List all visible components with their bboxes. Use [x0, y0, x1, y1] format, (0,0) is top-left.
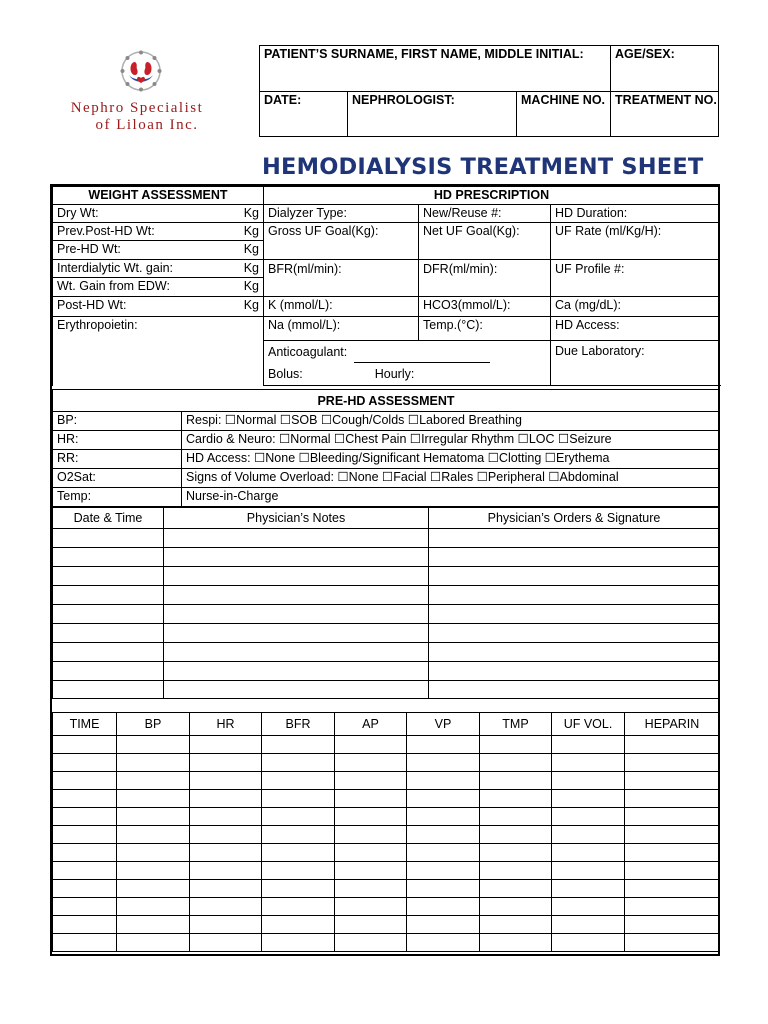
notes-cell[interactable]: [53, 605, 164, 624]
notes-cell[interactable]: [429, 529, 720, 548]
monitoring-cell[interactable]: [407, 880, 480, 898]
monitoring-cell[interactable]: [335, 808, 407, 826]
patient-name-field[interactable]: PATIENT’S SURNAME, FIRST NAME, MIDDLE INITIAL:: [260, 46, 611, 92]
monitoring-cell[interactable]: [552, 826, 625, 844]
monitoring-cell[interactable]: [335, 754, 407, 772]
notes-cell[interactable]: [164, 662, 429, 681]
notes-cell[interactable]: [53, 624, 164, 643]
monitoring-cell[interactable]: [117, 772, 190, 790]
uf-profile-field[interactable]: UF Profile #:: [551, 260, 720, 297]
nephrologist-field[interactable]: NEPHROLOGIST:: [348, 92, 517, 137]
monitoring-row: [53, 862, 720, 880]
notes-cell[interactable]: [429, 681, 720, 699]
monitoring-cell[interactable]: [53, 826, 117, 844]
notes-row: [53, 567, 720, 586]
monitoring-cell[interactable]: [53, 880, 117, 898]
monitoring-cell[interactable]: [407, 862, 480, 880]
monitoring-cell[interactable]: [117, 862, 190, 880]
monitoring-cell[interactable]: [625, 790, 720, 808]
monitoring-cell[interactable]: [262, 808, 335, 826]
monitoring-cell[interactable]: [407, 916, 480, 934]
monitoring-cell[interactable]: [625, 754, 720, 772]
monitoring-cell[interactable]: [407, 736, 480, 754]
monitoring-col-header: BFR: [262, 713, 335, 736]
monitoring-cell[interactable]: [480, 844, 552, 862]
notes-cell[interactable]: [164, 643, 429, 662]
monitoring-cell[interactable]: [117, 826, 190, 844]
monitoring-cell[interactable]: [552, 772, 625, 790]
monitoring-cell[interactable]: [190, 862, 262, 880]
bfr-field[interactable]: BFR(ml/min):: [264, 260, 419, 297]
notes-cell[interactable]: [164, 681, 429, 699]
notes-cell[interactable]: [53, 643, 164, 662]
monitoring-cell[interactable]: [190, 754, 262, 772]
monitoring-row: [53, 754, 720, 772]
monitoring-cell[interactable]: [53, 916, 117, 934]
monitoring-row: [53, 772, 720, 790]
monitoring-cell[interactable]: [190, 898, 262, 916]
monitoring-cell[interactable]: [53, 754, 117, 772]
monitoring-cell[interactable]: [262, 934, 335, 952]
age-sex-field[interactable]: AGE/SEX:: [611, 46, 719, 92]
monitoring-cell[interactable]: [407, 934, 480, 952]
notes-cell[interactable]: [429, 605, 720, 624]
monitoring-cell[interactable]: [625, 934, 720, 952]
potassium-field[interactable]: K (mmol/L):: [264, 297, 419, 317]
monitoring-cell[interactable]: [335, 736, 407, 754]
monitoring-cell[interactable]: [335, 898, 407, 916]
notes-header-date-time: Date & Time: [53, 508, 164, 529]
monitoring-cell[interactable]: [407, 772, 480, 790]
monitoring-cell[interactable]: [262, 880, 335, 898]
dry-weight-field[interactable]: Dry Wt: Kg: [53, 205, 264, 223]
monitoring-cell[interactable]: [53, 898, 117, 916]
monitoring-cell[interactable]: [117, 754, 190, 772]
monitoring-cell[interactable]: [53, 808, 117, 826]
notes-row: [53, 529, 720, 548]
monitoring-col-header: BP: [117, 713, 190, 736]
pre-hd-weight-field[interactable]: Pre-HD Wt: Kg: [53, 241, 264, 260]
rr-field[interactable]: RR:: [53, 450, 182, 469]
monitoring-cell[interactable]: [552, 934, 625, 952]
reuse-field[interactable]: New/Reuse #:: [419, 205, 551, 223]
monitoring-cell[interactable]: [335, 880, 407, 898]
monitoring-cell[interactable]: [552, 916, 625, 934]
monitoring-cell[interactable]: [262, 844, 335, 862]
gross-uf-field[interactable]: Gross UF Goal(Kg):: [264, 223, 419, 260]
monitoring-cell[interactable]: [335, 844, 407, 862]
monitoring-header-row: [53, 713, 720, 736]
interdialytic-gain-field[interactable]: Interdialytic Wt. gain: Kg: [53, 260, 264, 278]
monitoring-cell[interactable]: [117, 934, 190, 952]
monitoring-cell[interactable]: [480, 808, 552, 826]
monitoring-cell[interactable]: [262, 898, 335, 916]
monitoring-cell[interactable]: [552, 790, 625, 808]
monitoring-row: [53, 934, 720, 952]
monitoring-col-header: HR: [190, 713, 262, 736]
monitoring-cell[interactable]: [407, 844, 480, 862]
monitoring-cell[interactable]: [190, 934, 262, 952]
net-uf-field[interactable]: Net UF Goal(Kg):: [419, 223, 551, 260]
notes-cell[interactable]: [429, 548, 720, 567]
bp-field[interactable]: BP:: [53, 412, 182, 431]
monitoring-cell[interactable]: [552, 880, 625, 898]
notes-header-physician-notes: Physician’s Notes: [164, 508, 429, 529]
hd-access-checklist[interactable]: HD Access: ☐None ☐Bleeding/Significant Hematoma ☐Clotting ☐Erythema: [182, 450, 720, 469]
notes-row: [53, 586, 720, 605]
monitoring-cell[interactable]: [407, 898, 480, 916]
monitoring-cell[interactable]: [262, 916, 335, 934]
anticoagulant-line: [354, 350, 490, 363]
uf-rate-field[interactable]: UF Rate (ml/Kg/H):: [551, 223, 720, 260]
notes-cell[interactable]: [429, 643, 720, 662]
monitoring-cell[interactable]: [262, 826, 335, 844]
notes-cell[interactable]: [53, 662, 164, 681]
monitoring-cell[interactable]: [480, 754, 552, 772]
notes-row: [53, 681, 720, 699]
monitoring-cell[interactable]: [117, 808, 190, 826]
hr-field[interactable]: HR:: [53, 431, 182, 450]
hd-access-field[interactable]: HD Access:: [551, 317, 720, 341]
notes-row: [53, 643, 720, 662]
monitoring-cell[interactable]: [480, 934, 552, 952]
notes-cell[interactable]: [164, 529, 429, 548]
monitoring-cell[interactable]: [552, 898, 625, 916]
monitoring-row: [53, 880, 720, 898]
notes-cell[interactable]: [53, 567, 164, 586]
monitoring-cell[interactable]: [117, 916, 190, 934]
monitoring-cell[interactable]: [480, 916, 552, 934]
monitoring-cell[interactable]: [625, 772, 720, 790]
erythropoietin-field[interactable]: Erythropoietin:: [53, 317, 264, 386]
temperature-field[interactable]: Temp.(°C):: [419, 317, 551, 341]
monitoring-cell[interactable]: [190, 916, 262, 934]
monitoring-cell[interactable]: [407, 754, 480, 772]
monitoring-cell[interactable]: [480, 880, 552, 898]
date-field[interactable]: DATE:: [260, 92, 348, 137]
monitoring-cell[interactable]: [625, 916, 720, 934]
notes-cell[interactable]: [164, 586, 429, 605]
monitoring-cell[interactable]: [117, 898, 190, 916]
notes-row: [53, 605, 720, 624]
weight-prescription-table: [52, 186, 720, 386]
prescription-heading: HD PRESCRIPTION: [264, 187, 720, 205]
monitoring-cell[interactable]: [117, 736, 190, 754]
monitoring-cell[interactable]: [625, 736, 720, 754]
monitoring-row: [53, 736, 720, 754]
monitoring-col-header: TIME: [53, 713, 117, 736]
machine-no-field[interactable]: MACHINE NO.: [517, 92, 611, 137]
monitoring-col-header: TMP: [480, 713, 552, 736]
notes-cell[interactable]: [429, 662, 720, 681]
dfr-field[interactable]: DFR(ml/min):: [419, 260, 551, 297]
monitoring-cell[interactable]: [625, 808, 720, 826]
monitoring-row: [53, 898, 720, 916]
notes-cell[interactable]: [429, 586, 720, 605]
monitoring-table: [52, 712, 720, 952]
monitoring-cell[interactable]: [335, 934, 407, 952]
notes-cell[interactable]: [429, 567, 720, 586]
monitoring-cell[interactable]: [480, 826, 552, 844]
monitoring-cell[interactable]: [190, 808, 262, 826]
monitoring-row: [53, 916, 720, 934]
notes-row: [53, 548, 720, 567]
monitoring-row: [53, 790, 720, 808]
notes-cell[interactable]: [164, 548, 429, 567]
monitoring-cell[interactable]: [335, 862, 407, 880]
monitoring-row: [53, 826, 720, 844]
nurse-in-charge-field[interactable]: Nurse-in-Charge: [182, 488, 720, 507]
monitoring-cell[interactable]: [480, 898, 552, 916]
monitoring-cell[interactable]: [53, 934, 117, 952]
monitoring-cell[interactable]: [480, 862, 552, 880]
monitoring-cell[interactable]: [262, 862, 335, 880]
post-hd-weight-field[interactable]: Post-HD Wt: Kg: [53, 297, 264, 317]
edw-gain-field[interactable]: Wt. Gain from EDW: Kg: [53, 278, 264, 297]
notes-cell[interactable]: [429, 624, 720, 643]
monitoring-cell[interactable]: [625, 880, 720, 898]
monitoring-cell[interactable]: [53, 790, 117, 808]
monitoring-cell[interactable]: [335, 790, 407, 808]
monitoring-cell[interactable]: [262, 772, 335, 790]
notes-cell[interactable]: [164, 605, 429, 624]
monitoring-cell[interactable]: [625, 844, 720, 862]
clinic-logo: [42, 48, 232, 143]
monitoring-cell[interactable]: [190, 790, 262, 808]
prev-post-weight-field[interactable]: Prev.Post-HD Wt: Kg: [53, 223, 264, 241]
monitoring-cell[interactable]: [190, 880, 262, 898]
monitoring-cell[interactable]: [53, 772, 117, 790]
notes-header-orders: Physician’s Orders & Signature: [429, 508, 720, 529]
o2sat-field[interactable]: O2Sat:: [53, 469, 182, 488]
monitoring-cell[interactable]: [625, 898, 720, 916]
notes-cell[interactable]: [164, 624, 429, 643]
weight-heading: WEIGHT ASSESSMENT: [53, 187, 264, 205]
monitoring-cell[interactable]: [552, 736, 625, 754]
notes-cell[interactable]: [53, 529, 164, 548]
pre-hd-heading: PRE-HD ASSESSMENT: [53, 390, 720, 412]
treatment-no-field[interactable]: TREATMENT NO.: [611, 92, 719, 137]
notes-cell[interactable]: [53, 681, 164, 699]
volume-overload-checklist[interactable]: Signs of Volume Overload: ☐None ☐Facial ☐Rales ☐Peripheral ☐Abdominal: [182, 469, 720, 488]
temp-field[interactable]: Temp:: [53, 488, 182, 507]
monitoring-cell[interactable]: [552, 844, 625, 862]
monitoring-cell[interactable]: [407, 808, 480, 826]
monitoring-cell[interactable]: [190, 826, 262, 844]
monitoring-cell[interactable]: [552, 754, 625, 772]
due-laboratory-field[interactable]: Due Laboratory:: [551, 341, 720, 386]
monitoring-cell[interactable]: [480, 736, 552, 754]
clinic-name: [42, 100, 232, 134]
monitoring-cell[interactable]: [407, 790, 480, 808]
monitoring-cell[interactable]: [53, 844, 117, 862]
cardio-neuro-checklist[interactable]: Cardio & Neuro: ☐Normal ☐Chest Pain ☐Irregular Rhythm ☐LOC ☐Seizure: [182, 431, 720, 450]
monitoring-cell[interactable]: [190, 736, 262, 754]
monitoring-cell[interactable]: [190, 772, 262, 790]
notes-cell[interactable]: [164, 567, 429, 586]
monitoring-row: [53, 808, 720, 826]
clinic-name-line2: of Liloan Inc.: [95, 117, 199, 133]
monitoring-cell[interactable]: [262, 736, 335, 754]
monitoring-row: [53, 844, 720, 862]
monitoring-cell[interactable]: [117, 880, 190, 898]
sodium-field[interactable]: Na (mmol/L):: [264, 317, 419, 341]
pre-hd-assessment-table: [52, 389, 720, 507]
monitoring-cell[interactable]: [480, 790, 552, 808]
page-title: HEMODIALYSIS TREATMENT SHEET: [262, 154, 704, 180]
calcium-field[interactable]: Ca (mg/dL):: [551, 297, 720, 317]
monitoring-col-header: VP: [407, 713, 480, 736]
monitoring-cell[interactable]: [190, 844, 262, 862]
monitoring-cell[interactable]: [552, 808, 625, 826]
monitoring-cell[interactable]: [117, 790, 190, 808]
monitoring-cell[interactable]: [335, 916, 407, 934]
respi-checklist[interactable]: Respi: ☐Normal ☐SOB ☐Cough/Colds ☐Labored Breathing: [182, 412, 720, 431]
monitoring-col-header: HEPARIN: [625, 713, 720, 736]
notes-row: [53, 624, 720, 643]
anticoagulant-field[interactable]: Anticoagulant: Bolus: Hourly:: [264, 341, 551, 386]
monitoring-col-header: AP: [335, 713, 407, 736]
monitoring-col-header: UF VOL.: [552, 713, 625, 736]
kidney-emblem-icon: [42, 48, 232, 103]
physician-notes-table: [52, 507, 720, 699]
hd-duration-field[interactable]: HD Duration:: [551, 205, 720, 223]
monitoring-cell[interactable]: [335, 772, 407, 790]
patient-header-table: [259, 45, 719, 137]
monitoring-cell[interactable]: [335, 826, 407, 844]
monitoring-cell[interactable]: [625, 826, 720, 844]
clinic-name-line1: Nephro Specialist: [70, 100, 204, 116]
monitoring-cell[interactable]: [407, 826, 480, 844]
dialyzer-type-field[interactable]: Dialyzer Type:: [264, 205, 419, 223]
monitoring-cell[interactable]: [625, 862, 720, 880]
notes-row: [53, 662, 720, 681]
monitoring-cell[interactable]: [53, 862, 117, 880]
monitoring-cell[interactable]: [262, 790, 335, 808]
monitoring-cell[interactable]: [262, 754, 335, 772]
monitoring-cell[interactable]: [480, 772, 552, 790]
notes-cell[interactable]: [53, 548, 164, 567]
notes-cell[interactable]: [53, 586, 164, 605]
monitoring-cell[interactable]: [552, 862, 625, 880]
monitoring-cell[interactable]: [53, 736, 117, 754]
hco3-field[interactable]: HCO3(mmol/L):: [419, 297, 551, 317]
monitoring-cell[interactable]: [117, 844, 190, 862]
